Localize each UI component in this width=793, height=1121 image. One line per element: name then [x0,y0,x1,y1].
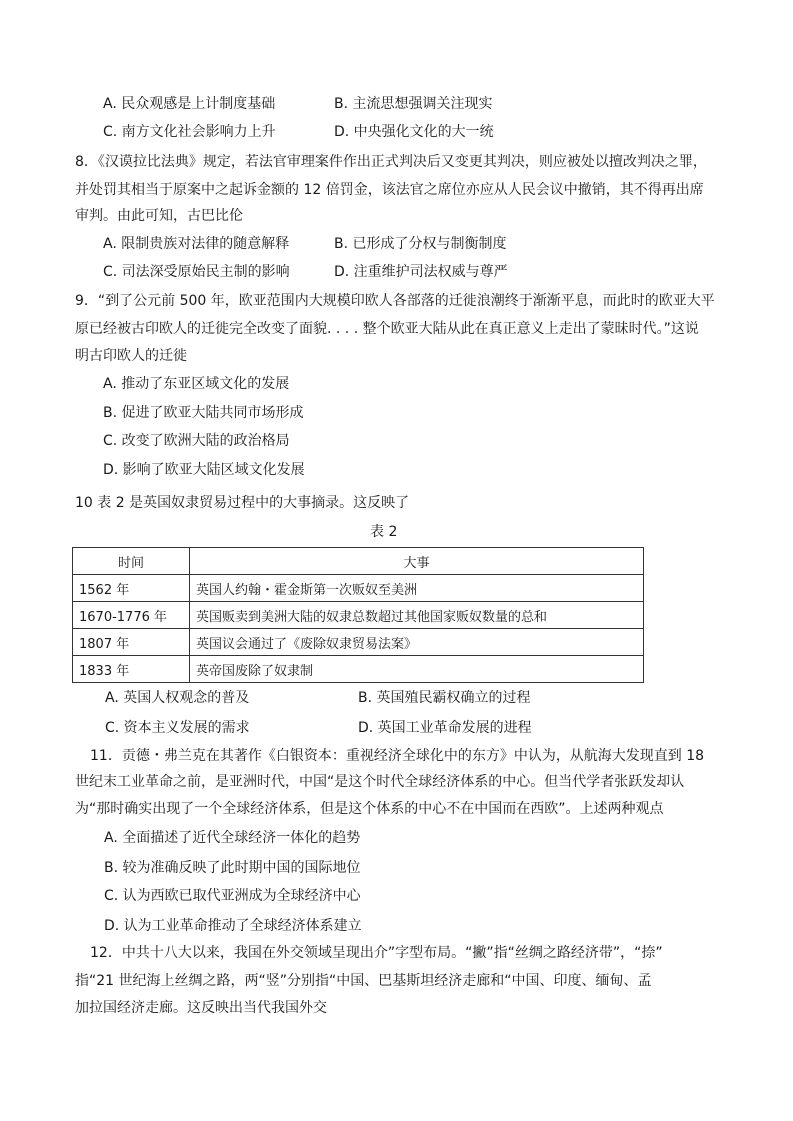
q9-stem-line: 原已经被古印欧人的迁徙完全改变了面貌. . . . 整个欧亚大陆从此在真正意义上走出了蒙昧时代。”这说 [75,321,699,337]
q8-option-c: C. 司法深受原始民主制的影响 [103,264,290,280]
table-cell-event: 英国人约翰・霍金斯第一次贩奴至美洲 [190,575,644,602]
q9-option-b: B. 促进了欧亚大陆共同市场形成 [103,405,304,421]
q9-option-a: A. 推动了东亚区域文化的发展 [103,376,290,392]
q10-option-a: A. 英国人权观念的普及 [105,690,250,706]
q11-option-a: A. 全面描述了近代全球经济一体化的趋势 [104,830,361,846]
q10-stem: 10 表 2 是英国奴隶贸易过程中的大事摘录。这反映了 [75,495,410,511]
q11-stem-line: 世纪末工业革命之前，是亚洲时代，中国“是这个时代全球经济体系的中心。但当代学者张跃发却认 [75,774,685,790]
q10-table-title: 表 2 [370,524,398,540]
table-cell-event: 英帝国废除了奴隶制 [190,656,644,683]
table-row [73,629,644,656]
q9-option-c: C. 改变了欧洲大陆的政治格局 [103,433,290,449]
table-header-time: 时间 [73,548,190,575]
table-header-event: 大事 [190,548,644,575]
q11-option-d: D. 认为工业革命推动了全球经济体系建立 [104,918,362,934]
q7-option-b: B. 主流思想强调关注现实 [334,96,493,112]
table-cell-event: 英国贩卖到美洲大陆的奴隶总数超过其他国家贩奴数量的总和 [190,602,644,629]
q8-option-d: D. 注重维护司法权威与尊严 [334,264,508,280]
q7-option-a: A. 民众观感是上计制度基础 [103,96,276,112]
q12-stem-line: 指“21 世纪海上丝绸之路，两“竖”分别指“中国、巴基斯坦经济走廊和“中国、印度、缅甸、孟 [75,973,652,989]
table-cell-time: 1807 年 [73,629,190,656]
q7-option-d: D. 中央强化文化的大一统 [334,124,494,140]
q11-stem-line: 11．贡德・弗兰克在其著作《白银资本：重视经济全球化中的东方》中认为，从航海大发现直到 18 [90,748,705,764]
table-cell-event: 英国议会通过了《废除奴隶贸易法案》 [190,629,644,656]
table-cell-time: 1670-1776 年 [73,602,190,629]
table-row [73,656,644,683]
q11-option-b: B. 较为准确反映了此时期中国的国际地位 [104,860,361,876]
q10-option-d: D. 英国工业革命发展的进程 [358,720,532,736]
table-row [73,575,644,602]
q9-option-d: D. 影响了欧亚大陆区域文化发展 [103,462,305,478]
q9-stem-line: 9．“到了公元前 500 年，欧亚范围内大规模印欧人各部落的迁徙浪潮终于渐渐平息，而此时的欧亚大平 [75,293,715,309]
q12-stem-line: 加拉国经济走廊。这反映出当代我国外交 [75,1000,327,1016]
q8-option-b: B. 已形成了分权与制衡制度 [334,236,507,252]
q7-option-c: C. 南方文化社会影响力上升 [103,124,276,140]
table-cell-time: 1562 年 [73,575,190,602]
q10-option-c: C. 资本主义发展的需求 [105,720,250,736]
q10-option-b: B. 英国殖民霸权确立的过程 [358,690,531,706]
q8-stem-line: 并处罚其相当于原案中之起诉金额的 12 倍罚金，该法官之席位亦应从人民会议中撤销，其不得再出席 [75,182,704,198]
table-header-row [73,548,644,575]
q9-stem-line: 明古印欧人的迁徙 [75,348,187,364]
table-cell-time: 1833 年 [73,656,190,683]
q11-option-c: C. 认为西欧已取代亚洲成为全球经济中心 [104,888,361,904]
q12-stem-line: 12．中共十八大以来，我国在外交领域呈现出介”字型布局。“撇”指“丝绸之路经济带”，“捺” [90,945,663,961]
q8-option-a: A. 限制贵族对法律的随意解释 [103,236,290,252]
q8-stem-line: 8．《汉谟拉比法典》规定，若法官审理案件作出正式判决后又变更其判决，则应被处以擅改判决之罪， [75,154,707,170]
table-row [73,602,644,629]
q10-events-table [72,547,644,683]
q8-stem-line: 审判。由此可知，古巴比伦 [75,208,243,224]
q11-stem-line: 为“那时确实出现了一个全球经济体系，但是这个体系的中心不在中国而在西欧”。上述两种观点 [75,801,664,817]
